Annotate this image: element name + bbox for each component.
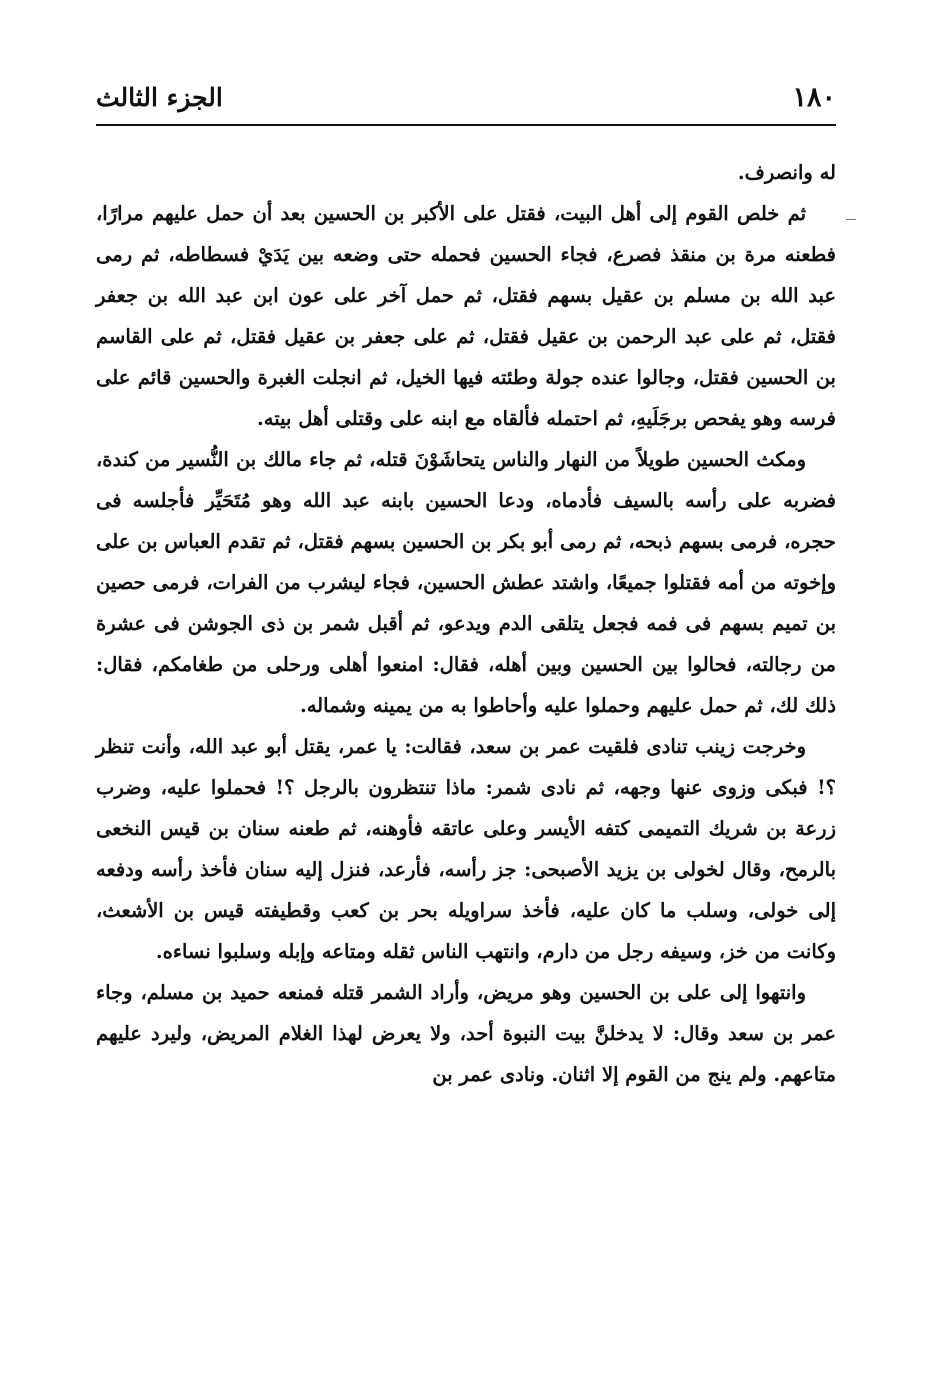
page-number: ١٨٠ [792,82,836,113]
paragraph-continuation: له وانصرف. [737,161,836,184]
paragraph-ali-ibn-husayn: وانتهوا إلى على بن الحسين وهو مريض، وأراد الشمر قتله فمنعه حميد بن مسلم، وجاء عمر بن سعد وقال: لا يدخلنَّ بيت النبوة أحد، ولا يعرض لهذا الغلام المريض، وليرد عليهم متاعهم. ولم ينج من القوم إلا اثنان. ونادى عمر بن [96,981,836,1086]
paragraph-zaynab: وخرجت زينب تنادى فلقيت عمر بن سعد، فقالت: يا عمر، يقتل أبو عبد الله، وأنت تنظر ؟! فبكى وزوى عنها وجهه، ثم نادى شمر: ماذا تنتظرون بالرجل ؟! فحملوا عليه، وضرب زرعة بن شريك التميمى كتفه الأيسر وعلى عاتقه فأوهنه، ثم طعنه سنان بن قيس النخعى بالرمح، وقال لخولى بن يزيد الأصبحى: جز رأسه، فأرعد، فنزل إليه سنان فأخذ رأسه ودفعه إلى خولى، وسلب ما كان عليه، فأخذ سراويله بحر بن كعب وقطيفته قيس بن الأشعث، وكانت من خز، وسيفه رجل من دارم، وانتهب الناس ثقله ومتاعه وإبله وسلبوا نساءه. [96,735,836,963]
margin-mark [846,219,856,220]
page-header [96,78,836,118]
running-title: الجزء الثالث [96,83,223,112]
paragraph-husayn-alone: ومكث الحسين طويلاً من النهار والناس يتحاشَوْنَ قتله، ثم جاء مالك بن النُّسير من كندة، فضربه على رأسه بالسيف فأدماه، ودعا الحسين بابنه عبد الله وهو مُتَحَيِّر فأجلسه فى حجره، فرمى بسهم ذبحه، ثم رمى أبو بكر بن الحسين بسهم فقتل، ثم تقدم العباس بن على وإخوته من أمه فقتلوا جميعًا، واشتد عطش الحسين، فجاء ليشرب من الفرات، فرمى حصين بن تميم بسهم فى فمه فجعل يتلقى الدم ويدعو، ثم أقبل شمر بن ذى الجوشن فى عشرة من رجالته، فحالوا بين الحسين وبين أهله، فقال: امنعوا أهلى ورحلى من طغامكم، فقال: ذلك لك، ثم حمل عليهم وحملوا عليه وأحاطوا به من يمينه وشماله. [96,448,836,717]
header-divider [96,124,836,126]
paragraph-battle-family: ثم خلص القوم إلى أهل البيت، فقتل على الأكبر بن الحسين بعد أن حمل عليهم مرارًا، فطعنه مرة بن منقذ فصرع، فجاء الحسين فحمله حتى وضعه بين يَدَيْ فسطاطه، ثم رمى عبد الله بن مسلم بن عقيل بسهم فقتل، ثم حمل آخر على عون ابن عبد الله بن جعفر فقتل، ثم على عبد الرحمن بن عقيل فقتل، ثم على جعفر بن عقيل فقتل، ثم على القاسم بن الحسين فقتل، وجالوا عنده جولة وطئته فيها الخيل، ثم انجلت الغبرة والحسين قائم على فرسه وهو يفحص برجَلَيهِ، ثم احتمله فألقاه مع ابنه على وقتلى أهل بيته. [96,202,836,430]
body-text [96,152,836,1095]
